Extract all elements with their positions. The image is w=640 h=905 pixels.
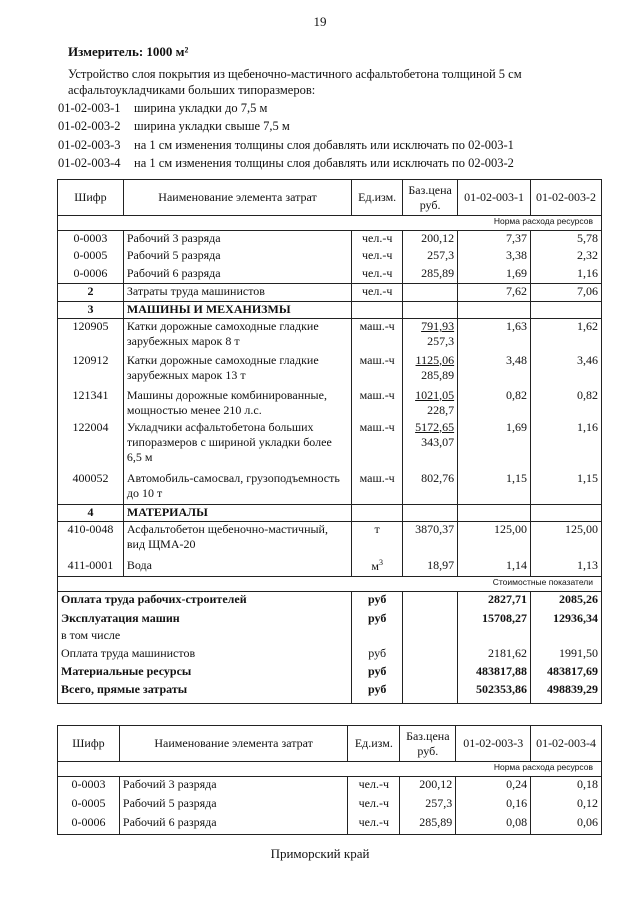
table-header-row [58, 180, 602, 216]
cell-unit: чел.-ч [348, 777, 400, 796]
cell-name: Укладчики асфальтобетона больших типоразмеров с шириной укладки более 6,5 м [123, 420, 351, 471]
total-row [58, 611, 602, 628]
cell-code: 122004 [58, 420, 124, 471]
cell-code: 0-0005 [58, 796, 120, 815]
table-header-row [58, 726, 602, 762]
cell-unit: маш.-ч [352, 420, 403, 471]
cell-value-1: 0,16 [456, 796, 531, 815]
cell-name: Рабочий 5 разряда [123, 248, 351, 266]
cell-price: 285,89 [400, 815, 456, 835]
header-cell: Баз.цена руб. [403, 180, 458, 216]
cell-price: 257,3 [403, 248, 458, 266]
header-cell: Ед.изм. [352, 180, 403, 216]
cell-price: 802,76 [403, 471, 458, 505]
code-item [58, 155, 514, 174]
cost-label: Стоимостные показатели [58, 577, 602, 592]
cell-code: 410-0048 [58, 522, 124, 558]
cell-price: 285,89 [403, 266, 458, 284]
total-name: Оплата труда рабочих-строителей [58, 592, 352, 611]
cell-value-2: 1,62 [531, 319, 602, 353]
table-row [58, 284, 602, 302]
section-number: 4 [58, 505, 124, 522]
total-row [58, 682, 602, 704]
total-value-1: 2181,62 [458, 646, 531, 664]
total-row [58, 592, 602, 611]
cell-name: Катки дорожные самоходные гладкие зарубежных марок 13 т [123, 353, 351, 388]
cell-value-1: 0,24 [456, 777, 531, 796]
cell-value-2: 125,00 [531, 522, 602, 558]
meter-heading: Измеритель: 1000 м² [68, 44, 189, 59]
cell-value-1: 7,37 [458, 231, 531, 248]
cell-value-1: 7,62 [458, 284, 531, 302]
header-cell: 01-02-003-4 [531, 726, 602, 762]
cell-value-2: 3,46 [531, 353, 602, 388]
header-cell: Шифр [58, 726, 120, 762]
cell-value-2: 1,13 [531, 558, 602, 577]
header-cell: Шифр [58, 180, 124, 216]
cell-value-2: 1,16 [531, 266, 602, 284]
cell-code: 0-0003 [58, 777, 120, 796]
code-item-code: 01-02-003-2 [58, 119, 121, 134]
cell-value-1: 0,82 [458, 388, 531, 420]
total-value-2: 12936,34 [531, 611, 602, 628]
price-wage: 343,07 [421, 434, 455, 449]
total-unit: руб [352, 611, 403, 628]
header-cell: Наименование элемента затрат [119, 726, 347, 762]
cell-code: 120912 [58, 353, 124, 388]
cell-unit: маш.-ч [352, 388, 403, 420]
cell-code: 400052 [58, 471, 124, 505]
total-value-2 [531, 628, 602, 646]
cell-value-2: 0,18 [531, 777, 602, 796]
cell-price [403, 388, 458, 420]
cell-unit [352, 558, 403, 577]
total-row [58, 646, 602, 664]
cell-value-2: 1,16 [531, 420, 602, 471]
cell-price [403, 284, 458, 302]
cell-name: Машины дорожные комбинированные, мощностью менее 210 л.с. [123, 388, 351, 420]
table-row [58, 815, 602, 835]
header-cell: Наименование элемента затрат [123, 180, 351, 216]
table-row [58, 558, 602, 577]
code-item [58, 99, 514, 118]
price-base: 791,93 [421, 319, 455, 333]
total-unit: руб [352, 682, 403, 704]
cell-name: Асфальтобетон щебеночно-мастичный, вид ЩМА-20 [123, 522, 351, 558]
total-name: Всего, прямые затраты [58, 682, 352, 704]
header-cell: 01-02-003-1 [458, 180, 531, 216]
code-list [58, 99, 514, 173]
total-value-1: 483817,88 [458, 664, 531, 682]
price-wage: 228,7 [427, 402, 455, 417]
cell-price: 200,12 [400, 777, 456, 796]
table-row [58, 248, 602, 266]
header-cell: 01-02-003-2 [531, 180, 602, 216]
cell-name: Катки дорожные самоходные гладкие зарубежных марок 8 т [123, 319, 351, 353]
table-row [58, 420, 602, 471]
norm-label-row [58, 762, 602, 777]
total-name: в том числе [58, 628, 352, 646]
price-base: 5172,65 [415, 419, 455, 434]
cell-name: Затраты труда машинистов [123, 284, 351, 302]
section-number: 3 [58, 302, 124, 319]
cell-name: Рабочий 3 разряда [123, 231, 351, 248]
cell-value-1: 1,15 [458, 471, 531, 505]
table-row [58, 777, 602, 796]
cell-unit: маш.-ч [352, 471, 403, 505]
cell-price [403, 420, 458, 471]
unit-text: м [371, 558, 379, 573]
cell-price [403, 319, 458, 353]
cell-code: 120905 [58, 319, 124, 353]
cell-value-1: 1,14 [458, 558, 531, 577]
total-value-2: 2085,26 [531, 592, 602, 611]
section-row [58, 505, 602, 522]
code-item-code: 01-02-003-1 [58, 100, 121, 115]
table-row [58, 353, 602, 388]
code-item-text: ширина укладки свыше 7,5 м [134, 119, 290, 134]
header-cell: Баз.цена руб. [400, 726, 456, 762]
cell-unit: чел.-ч [352, 248, 403, 266]
cell-value-2: 2,32 [531, 248, 602, 266]
cell-unit: маш.-ч [352, 353, 403, 388]
cell-price: 200,12 [403, 231, 458, 248]
cell-unit: чел.-ч [352, 231, 403, 248]
cell-unit: маш.-ч [352, 319, 403, 353]
cell-code: 0-0006 [58, 266, 124, 284]
cell-value-2: 7,06 [531, 284, 602, 302]
cell-unit: чел.-ч [348, 796, 400, 815]
cell-name: Автомобиль-самосвал, грузоподъемность до 10 т [123, 471, 351, 505]
code-item-text: на 1 см изменения толщины слоя добавлять или исключать по 02-003-2 [134, 156, 514, 171]
total-value-2: 1991,50 [531, 646, 602, 664]
cell-code: 2 [58, 284, 124, 302]
section-row [58, 302, 602, 319]
total-value-2: 498839,29 [531, 682, 602, 704]
price-base: 1021,05 [415, 387, 455, 402]
section-title: МАТЕРИАЛЫ [123, 505, 351, 522]
cell-value-1: 3,48 [458, 353, 531, 388]
table-row [58, 388, 602, 420]
cell-value-2: 5,78 [531, 231, 602, 248]
code-item-code: 01-02-003-4 [58, 156, 121, 171]
cell-name: Рабочий 5 разряда [119, 796, 347, 815]
header-cell: Ед.изм. [348, 726, 400, 762]
table-row [58, 522, 602, 558]
cell-value-2: 1,15 [531, 471, 602, 505]
cell-name: Рабочий 6 разряда [123, 266, 351, 284]
cell-code: 0-0006 [58, 815, 120, 835]
price-wage: 257,3 [427, 334, 455, 348]
price-wage: 285,89 [421, 367, 455, 382]
total-value-1 [458, 628, 531, 646]
code-item-text: ширина укладки до 7,5 м [134, 100, 268, 115]
total-row [58, 664, 602, 682]
norm-label: Норма расхода ресурсов [58, 216, 602, 231]
price-base: 1125,06 [415, 352, 455, 367]
cell-code: 411-0001 [58, 558, 124, 577]
code-item [58, 118, 514, 137]
cell-unit: чел.-ч [348, 815, 400, 835]
cell-value-1: 125,00 [458, 522, 531, 558]
norm-label-row [58, 216, 602, 231]
table-row [58, 319, 602, 353]
cell-value-1: 1,69 [458, 266, 531, 284]
cell-price: 18,97 [403, 558, 458, 577]
cell-value-1: 0,08 [456, 815, 531, 835]
total-value-1: 502353,86 [458, 682, 531, 704]
cell-value-1: 1,69 [458, 420, 531, 471]
code-item [58, 136, 514, 155]
header-cell: 01-02-003-3 [456, 726, 531, 762]
work-description: Устройство слоя покрытия из щебеночно-мастичного асфальтобетона толщиной 5 см асфальтоукладчиками больших типоразмеров: [68, 67, 522, 97]
cell-price: 3870,37 [403, 522, 458, 558]
total-unit: руб [352, 592, 403, 611]
cell-code: 0-0003 [58, 231, 124, 248]
resource-table-2 [57, 725, 602, 835]
cell-value-2: 0,12 [531, 796, 602, 815]
section-title: МАШИНЫ И МЕХАНИЗМЫ [123, 302, 351, 319]
code-item-code: 01-02-003-3 [58, 137, 121, 152]
cell-unit: чел.-ч [352, 266, 403, 284]
code-item-text: на 1 см изменения толщины слоя добавлять или исключать по 02-003-1 [134, 137, 514, 152]
cell-value-2: 0,06 [531, 815, 602, 835]
cell-code: 121341 [58, 388, 124, 420]
total-unit: руб [352, 646, 403, 664]
total-value-1: 15708,27 [458, 611, 531, 628]
cell-price: 257,3 [400, 796, 456, 815]
cell-price [403, 353, 458, 388]
page-number: 19 [313, 14, 327, 29]
total-name: Материальные ресурсы [58, 664, 352, 682]
cell-unit: чел.-ч [352, 284, 403, 302]
cost-label-row [58, 577, 602, 592]
cell-value-1: 3,38 [458, 248, 531, 266]
cell-value-2: 0,82 [531, 388, 602, 420]
total-unit: руб [352, 664, 403, 682]
total-row [58, 628, 602, 646]
unit-superscript: 3 [378, 557, 383, 567]
norm-label: Норма расхода ресурсов [58, 762, 602, 777]
table-row [58, 231, 602, 248]
resource-table-1 [57, 179, 602, 704]
footer-region: Приморский край [270, 846, 370, 861]
table-row [58, 266, 602, 284]
cell-value-1: 1,63 [458, 319, 531, 353]
total-value-1: 2827,71 [458, 592, 531, 611]
cell-name: Рабочий 3 разряда [119, 777, 347, 796]
total-value-2: 483817,69 [531, 664, 602, 682]
total-name: Эксплуатация машин [58, 611, 352, 628]
cell-unit: т [352, 522, 403, 558]
cell-name: Вода [123, 558, 351, 577]
table-row [58, 796, 602, 815]
cell-code: 0-0005 [58, 248, 124, 266]
table-row [58, 471, 602, 505]
total-unit [352, 628, 403, 646]
cell-name: Рабочий 6 разряда [119, 815, 347, 835]
total-name: Оплата труда машинистов [58, 646, 352, 664]
